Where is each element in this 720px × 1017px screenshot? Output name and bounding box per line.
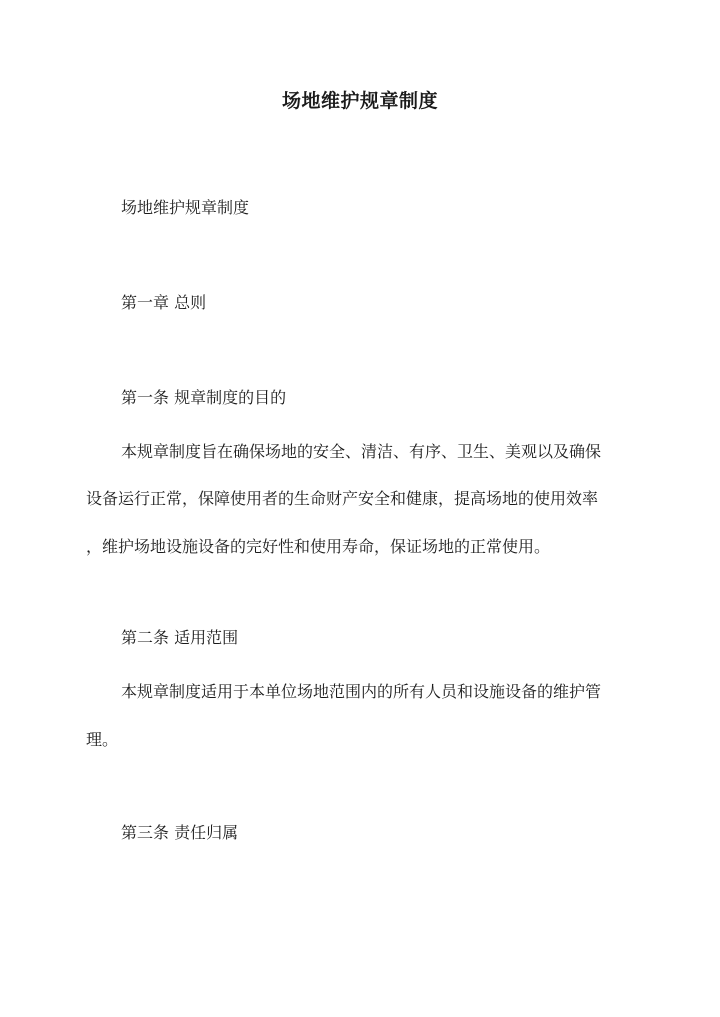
document-title: 场地维护规章制度: [281, 90, 438, 112]
article-2-line-1: 本规章制度适用于本单位场地范围内的所有人员和设施设备的维护管: [121, 682, 602, 701]
chapter-heading: 第一章 总则: [121, 293, 207, 312]
article-2-line-2: 理。: [86, 730, 119, 749]
article-1-heading: 第一条 规章制度的目的: [121, 388, 287, 407]
article-1-line-1: 本规章制度旨在确保场地的安全、清洁、有序、卫生、美观以及确保: [121, 442, 602, 461]
document-subtitle: 场地维护规章制度: [121, 198, 250, 217]
article-1-line-2: 设备运行正常，保障使用者的生命财产安全和健康，提高场地的使用效率: [86, 489, 599, 508]
article-3-heading: 第三条 责任归属: [121, 823, 239, 842]
article-1-line-3: ，维护场地设施设备的完好性和使用寿命，保证场地的正常使用。: [86, 537, 551, 556]
article-2-heading: 第二条 适用范围: [121, 628, 239, 647]
